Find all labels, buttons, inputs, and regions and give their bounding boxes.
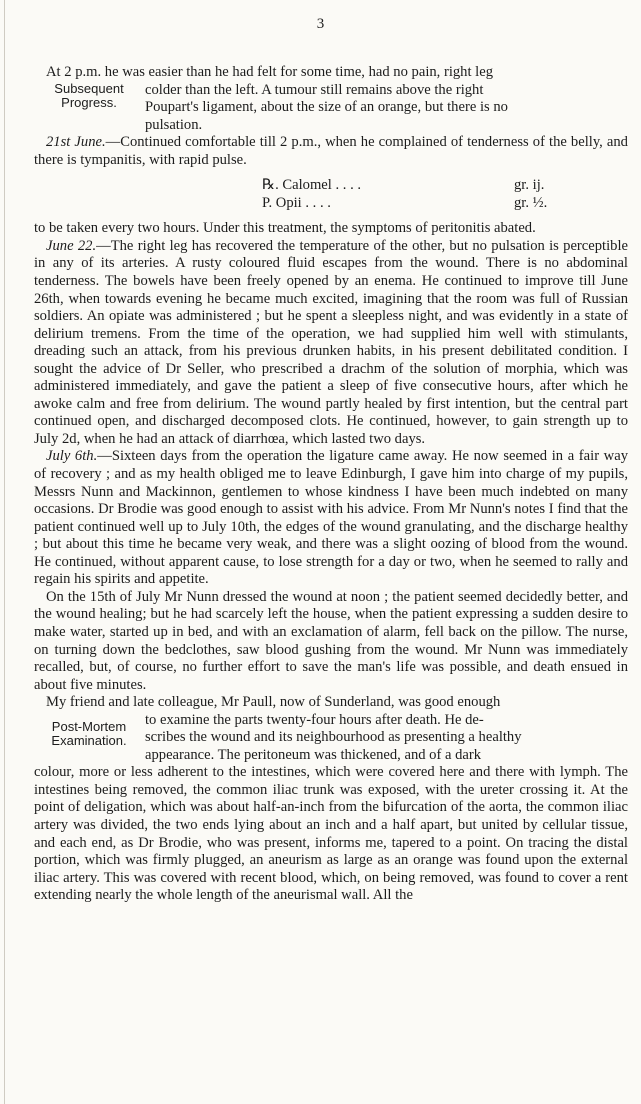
para7-line4: appearance. The peritoneum was thickened, and of a dark [145,746,482,763]
para7-rest: colour, more or less adherent to the intestines, which were covered here and there with lymph. The intestines being removed, the common iliac trunk was exposed, with the ureter crossing it. At the point of deligation, which was about half-an-inch from the bifurcation of the aorta, the common iliac artery was divided, the two ends lying about an inch and a half apart, but united by cellular tissue, and each end, as Dr Brodie, who was present, informs me, tapered to a point. On tracing the distal portion, which was firmly plugged, an aneurism as large as an orange was found upon the external iliac artery. This was covered with recent blood, which, on being removed, was found to cover a rent extending nearly the whole length of the aneurismal wall. All the [34,764,628,904]
rx-opii-dose: gr. ½. [514,194,548,211]
paragraph-june-22 [34,238,628,449]
date-july-6th: July 6th. [46,448,98,465]
paragraph-at-2pm [34,64,628,134]
paragraph-july-6th [34,448,628,588]
para4-text: —The right leg has recovered the temperature of the other, but no pulsation is perceptible in any of its arteries. A rusty coloured fluid escapes from the wound. There is no abdominal tenderness. The bowels have been freely opened by an enema. He continued to improve till June 26th, when towards evening he became much excited, imagining that the room was full of Russian soldiers. An opiate was administered ; but he spent a sleepless night, and was evidently in a state of delirium tremens. From the time of the operation, we had supplied him well with stimulants, dreading such an attack, from his previous drunken habits, in his present debilitated condition. I sought the advice of Dr Seller, who prescribed a drachm of the solution of morphia, which was administered immediately, and gave the patient a sleep of five consecutive hours, after which he awoke calm and free from delirium. The wound partly healed by first intention, but the central part continued open, and discharged decomposed clots. He continued, however, to gain strength up to July 2d, when he had an attack of diarrhœa, which lasted two days. [34,237,628,447]
body-text [34,64,628,905]
date-june-22: June 22. [46,237,97,254]
rx-calomel-dose: gr. ij. [514,177,545,194]
prescription [34,177,628,212]
paragraph-15th-july: On the 15th of July Mr Nunn dressed the wound at noon ; the patient seemed decidedly better, and the wound healing; but he had scarcely left the house, when the patient expressing a sudden desire to make water, started up in bed, and with an exclamation of alarm, fell back on the pillow. The nurse, on turning down the bedclothes, saw blood gushing from the wound. Mr Nunn was immediately recalled, but, of course, no further effort to save the man's life was possible, and death ensued in about five minutes. [34,588,628,693]
para1-line1: At 2 p.m. he was easier than he had felt for some time, had no pain, right leg [46,64,494,80]
page-edge-shadow [4,0,5,1104]
para2-text: —Continued comfortable till 2 p.m., when he complained of tenderness of the belly, and there is tympanitis, with rapid pulse. [34,134,628,168]
para1-line4: pulsation. [145,116,203,133]
para1-line2: colder than the left. A tumour still remains above the right [145,81,484,98]
date-21st-june: 21st June. [46,134,106,151]
para7-line2: to examine the parts twenty-four hours after death. He de- [145,711,484,728]
para7-line1: My friend and late colleague, Mr Paull, now of Sunderland, was good enough [46,694,501,711]
page-number: 3 [316,16,325,32]
rx-calomel: ℞. Calomel . . . . [262,177,362,194]
para1-line3: Poupart's ligament, about the size of an orange, but there is no [145,99,508,116]
paragraph-21st-june [34,134,628,169]
sidenote-post-mortem: Post-Mortem Examination. [51,719,127,748]
para7-line3: scribes the wound and its neighbourhood as presenting a healthy [145,729,522,746]
paragraph-my-friend [34,694,628,905]
rx-opii: P. Opii . . . . [262,194,331,211]
sidenote-subsequent-progress: Subsequent Progress. [54,81,124,110]
paragraph-to-be-taken: to be taken every two hours. Under this treatment, the symptoms of peritonitis abated. [34,220,536,237]
para5-text: —Sixteen days from the operation the ligature came away. He now seemed in a fair way of recovery ; and as my health obliged me to leave Edinburgh, I gave him into charge of my pupils, Messrs Nunn and Mackinnon, gentlemen to whose kindness I have been much indebted on many occasions. Dr Brodie was good enough to assist with his advice. From Mr Nunn's notes I find that the patient continued well up to July 10th, the edges of the wound granulating, and the discharge healthy ; but about this time he became very weak, and there was a slight oozing of blood from the wound. He continued, without apparent cause, to lose strength for a day or two, when he seemed to rally and regain his spirits and appetite. [34,448,628,588]
